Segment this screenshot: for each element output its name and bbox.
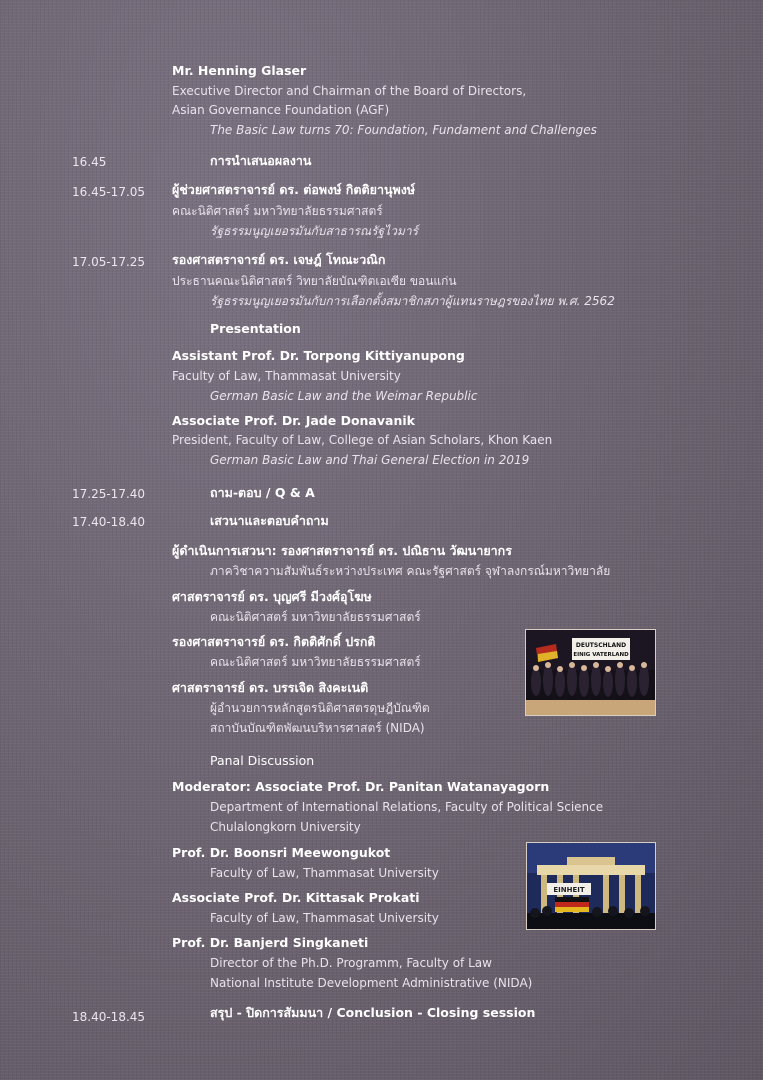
panelist-name: ศาสตราจารย์ ดร. บุญศรี มีวงศ์อุโฆษ <box>172 589 372 604</box>
moderator-name: ผู้ดำเนินการเสวนา: รองศาสตราจารย์ ดร. ปณิธาน วัฒนายากร <box>172 543 512 558</box>
speaker-org: Asian Governance Foundation (AGF) <box>172 103 390 117</box>
speaker-affiliation: President, Faculty of Law, College of Asian Scholars, Khon Kaen <box>172 433 553 447</box>
section-heading: Panal Discussion <box>210 753 315 768</box>
panelist-affiliation: Faculty of Law, Thammasat University <box>210 911 439 925</box>
speaker-title: Executive Director and Chairman of the Board of Directors, <box>172 84 527 98</box>
talk-title: German Basic Law and the Weimar Republic <box>210 389 478 403</box>
session-title: การนำเสนอผลงาน <box>210 153 312 168</box>
brandenburg-gate-photo <box>526 842 656 930</box>
session-title: สรุป - ปิดการสัมมนา / Conclusion - Closing session <box>210 1005 536 1020</box>
panelist-affiliation: ผู้อำนวยการหลักสูตรนิติศาสตรดุษฎีบัณฑิต <box>210 701 430 715</box>
moderator-name: Moderator: Associate Prof. Dr. Panitan Watanayagorn <box>172 779 550 794</box>
talk-title: German Basic Law and Thai General Election in 2019 <box>210 453 530 467</box>
session-title: ถาม-ตอบ / Q & A <box>210 485 315 500</box>
panelist-name: Associate Prof. Dr. Kittasak Prokati <box>172 890 420 905</box>
section-heading: Presentation <box>210 321 301 336</box>
speaker-affiliation: ประธานคณะนิติศาสตร์ วิทยาลัยบัณฑิตเอเซีย ขอนแก่น <box>172 274 457 288</box>
session-time: 17.40-18.40 <box>72 515 146 529</box>
speaker-affiliation: Faculty of Law, Thammasat University <box>172 369 401 383</box>
session-title: เสวนาและตอบคำถาม <box>210 513 329 528</box>
speaker-name: รองศาสตราจารย์ ดร. เจษฎ์ โทณะวณิก <box>172 252 386 267</box>
crowd-banner-photo <box>525 629 656 716</box>
panelist-name: รองศาสตราจารย์ ดร. กิตติศักดิ์ ปรกติ <box>172 634 376 649</box>
talk-title: รัฐธรรมนูญเยอรมันกับการเลือกตั้งสมาชิกสภาผู้แทนราษฎรของไทย พ.ศ. 2562 <box>210 294 615 308</box>
moderator-affiliation: Department of International Relations, Faculty of Political Science <box>210 800 604 814</box>
banner-text-line1: DEUTSCHLAND <box>575 642 627 649</box>
panelist-affiliation: Faculty of Law, Thammasat University <box>210 866 439 880</box>
moderator-affiliation: Chulalongkorn University <box>210 820 361 834</box>
panelist-affiliation: คณะนิติศาสตร์ มหาวิทยาลัยธรรมศาสตร์ <box>210 655 421 669</box>
speaker-name: Associate Prof. Dr. Jade Donavanik <box>172 413 415 428</box>
panelist-affiliation: National Institute Development Administrative (NIDA) <box>210 976 533 990</box>
panelist-name: Prof. Dr. Banjerd Singkaneti <box>172 935 369 950</box>
talk-title: รัฐธรรมนูญเยอรมันกับสาธารณรัฐไวมาร์ <box>210 224 419 238</box>
speaker-affiliation: คณะนิติศาสตร์ มหาวิทยาลัยธรรมศาสตร์ <box>172 204 383 218</box>
session-time: 17.25-17.40 <box>72 487 146 501</box>
panelist-affiliation: Director of the Ph.D. Programm, Faculty of Law <box>210 956 492 970</box>
speaker-name: ผู้ช่วยศาสตราจารย์ ดร. ต่อพงษ์ กิตติยานุพงษ์ <box>172 182 416 197</box>
speaker-name: Assistant Prof. Dr. Torpong Kittiyanupong <box>172 348 465 363</box>
talk-title: The Basic Law turns 70: Foundation, Fundament and Challenges <box>210 123 597 137</box>
panelist-name: Prof. Dr. Boonsri Meewongukot <box>172 845 391 860</box>
banner-text: EINHEIT <box>553 886 585 894</box>
session-time: 16.45 <box>72 155 107 169</box>
session-time: 18.40-18.45 <box>72 1010 146 1024</box>
session-time: 16.45-17.05 <box>72 185 146 199</box>
panelist-name: ศาสตราจารย์ ดร. บรรเจิด สิงคะเนติ <box>172 680 369 695</box>
banner-text-line2: EINIG VATERLAND <box>573 652 629 658</box>
moderator-affiliation: ภาควิชาความสัมพันธ์ระหว่างประเทศ คณะรัฐศาสตร์ จุฬาลงกรณ์มหาวิทยาลัย <box>210 564 611 578</box>
speaker-name: Mr. Henning Glaser <box>172 63 307 78</box>
panelist-affiliation: คณะนิติศาสตร์ มหาวิทยาลัยธรรมศาสตร์ <box>210 610 421 624</box>
panelist-affiliation: สถาบันบัณฑิตพัฒนบริหารศาสตร์ (NIDA) <box>210 721 425 735</box>
session-time: 17.05-17.25 <box>72 255 146 269</box>
